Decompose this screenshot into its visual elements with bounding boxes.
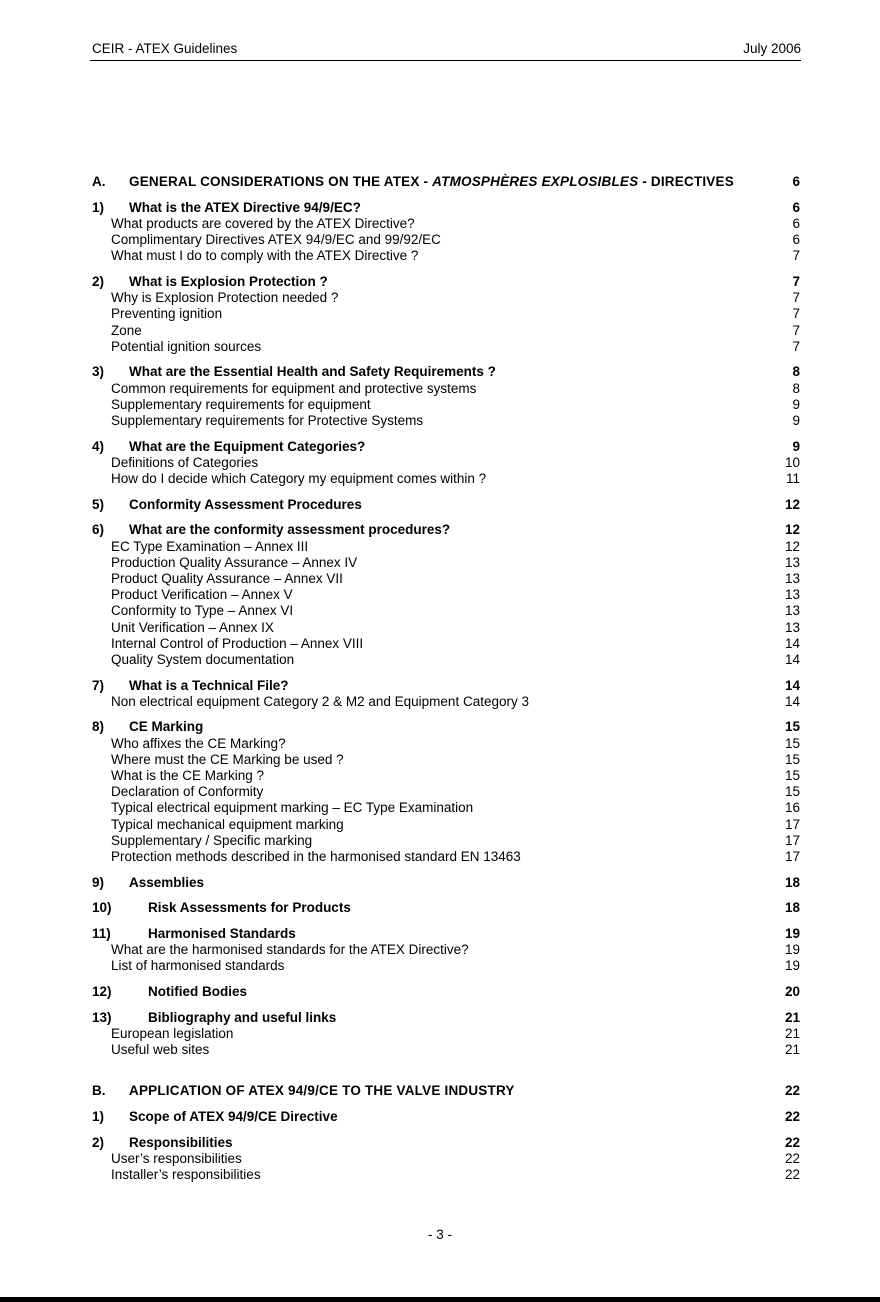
- toc-page-number: 16: [784, 800, 800, 816]
- toc-page-number: 8: [792, 364, 800, 380]
- toc-item-title: Where must the CE Marking be used ?: [111, 751, 344, 767]
- toc-page-number: 15: [784, 751, 800, 767]
- toc-page-number: 13: [784, 619, 800, 635]
- toc-heading-number: 1): [92, 199, 105, 215]
- toc-item-title: Supplementary / Specific marking: [111, 832, 313, 848]
- toc-item-title: Product Verification – Annex V: [111, 587, 293, 603]
- toc-item[interactable]: [92, 232, 800, 248]
- toc-heading[interactable]: [92, 1010, 800, 1026]
- page-footer: [0, 1227, 880, 1242]
- toc-page-number: 8: [792, 380, 800, 396]
- toc-item-title: What products are covered by the ATEX Directive?: [111, 215, 415, 231]
- toc-item[interactable]: [92, 752, 800, 768]
- toc-item-title: Supplementary requirements for Protective Systems: [111, 412, 424, 428]
- toc-section-title: GENERAL CONSIDERATIONS ON THE ATEX - ATMOSPHÈRES EXPLOSIBLES - DIRECTIVES: [129, 174, 734, 189]
- toc-section-number: B.: [92, 1083, 106, 1099]
- toc-page-number: 22: [784, 1150, 800, 1166]
- toc-heading[interactable]: [92, 719, 800, 735]
- toc-page-number: 6: [792, 232, 800, 248]
- toc-heading[interactable]: [92, 439, 800, 455]
- toc-item-title: Conformity to Type – Annex VI: [111, 603, 294, 619]
- toc-page-number: 20: [784, 984, 800, 1000]
- toc-item[interactable]: [92, 817, 800, 833]
- toc-page-number: 11: [785, 471, 800, 486]
- toc-heading-number: 13): [92, 1009, 112, 1025]
- toc-item[interactable]: [92, 833, 800, 849]
- toc-item[interactable]: [92, 587, 800, 603]
- toc-heading-number: 1): [92, 1109, 105, 1124]
- toc-item[interactable]: [92, 736, 800, 752]
- toc-heading-title: What are the Equipment Categories?: [129, 438, 366, 454]
- toc-heading[interactable]: [92, 984, 800, 1000]
- toc-heading-number: 12): [92, 984, 112, 1000]
- toc-item-title: EC Type Examination – Annex III: [111, 538, 309, 554]
- toc-heading-number: 2): [92, 1134, 105, 1150]
- toc-page-number: 22: [784, 1083, 800, 1099]
- toc-heading-number: 6): [92, 522, 105, 538]
- toc-item[interactable]: [92, 636, 800, 652]
- toc-page-number: 18: [784, 874, 800, 890]
- toc-page-number: 12: [784, 538, 800, 554]
- header-title: CEIR - ATEX Guidelines: [92, 41, 238, 56]
- page-header: [90, 41, 801, 61]
- toc-item-title: European legislation: [111, 1025, 234, 1041]
- toc-page-number: 15: [784, 784, 800, 800]
- toc-heading-title: Bibliography and useful links: [148, 1009, 337, 1025]
- header-date: July 2006: [743, 41, 801, 56]
- toc-page-number: 12: [784, 522, 800, 538]
- toc-item-title: Unit Verification – Annex IX: [111, 619, 274, 635]
- toc-item-title: Complimentary Directives ATEX 94/9/EC and 99/92/EC: [111, 232, 441, 248]
- toc-heading[interactable]: [92, 200, 800, 216]
- toc-page-number: 7: [792, 338, 800, 354]
- toc-heading-title: Responsibilities: [129, 1134, 233, 1150]
- toc-heading-number: 11): [92, 926, 111, 941]
- toc-item[interactable]: [92, 603, 800, 619]
- toc-heading-title: What are the Essential Health and Safety Requirements ?: [129, 364, 496, 380]
- toc-page-number: 19: [784, 926, 800, 941]
- toc-item[interactable]: [92, 323, 800, 339]
- toc-heading-title: Scope of ATEX 94/9/CE Directive: [129, 1109, 338, 1124]
- toc-page-number: 12: [784, 496, 800, 512]
- toc-page-number: 13: [784, 587, 800, 603]
- toc-heading[interactable]: [92, 875, 800, 891]
- toc-heading[interactable]: [92, 497, 800, 513]
- toc-item[interactable]: [92, 306, 800, 322]
- toc-page-number: 14: [784, 635, 800, 651]
- toc-item[interactable]: [92, 652, 800, 668]
- toc-page-number: 7: [792, 322, 800, 338]
- toc-section-a[interactable]: [92, 174, 800, 190]
- toc-item-title: Common requirements for equipment and protective systems: [111, 380, 477, 396]
- toc-section-b[interactable]: [92, 1083, 800, 1099]
- toc-heading-number: 2): [92, 273, 105, 289]
- toc-page-number: 15: [784, 768, 800, 783]
- toc-page-number: 10: [784, 454, 800, 470]
- toc-page-number: 21: [784, 1009, 800, 1025]
- toc-page-number: 14: [784, 677, 800, 693]
- toc-page-number: 9: [792, 412, 800, 428]
- toc-page-number: 17: [784, 816, 800, 832]
- toc-heading-title: CE Marking: [129, 719, 204, 735]
- toc-item[interactable]: [92, 290, 800, 306]
- toc-page-number: 7: [792, 306, 800, 322]
- toc-page-number: 22: [784, 1134, 800, 1150]
- toc-item[interactable]: [92, 555, 800, 571]
- toc-item[interactable]: [92, 942, 800, 958]
- toc-item-title: How do I decide which Category my equipment comes within ?: [111, 471, 487, 486]
- toc-item[interactable]: [92, 1042, 800, 1058]
- toc-page-number: 19: [784, 958, 800, 974]
- toc-page-number: 15: [784, 719, 800, 735]
- toc-item-title: What is the CE Marking ?: [111, 768, 265, 783]
- toc-heading-title: What are the conformity assessment procedures?: [129, 522, 451, 538]
- toc-item-title: Quality System documentation: [111, 651, 295, 667]
- toc-page-number: 6: [792, 215, 800, 231]
- toc-item[interactable]: [92, 381, 800, 397]
- toc-item-title: List of harmonised standards: [111, 958, 285, 974]
- toc-heading-number: 7): [92, 677, 105, 693]
- toc-page-number: 15: [784, 735, 800, 751]
- toc-item[interactable]: [92, 413, 800, 429]
- toc-item[interactable]: [92, 849, 800, 865]
- toc-item[interactable]: [92, 800, 800, 816]
- toc-item-title: Typical mechanical equipment marking: [111, 816, 344, 832]
- toc-page-number: 14: [784, 651, 800, 667]
- toc-page-number: 13: [784, 570, 800, 586]
- toc-page-number: 6: [792, 199, 800, 215]
- toc-item[interactable]: [92, 216, 800, 232]
- toc-page-number: 14: [784, 693, 800, 709]
- toc-item[interactable]: [92, 397, 800, 413]
- toc-page-number: 7: [792, 248, 800, 264]
- toc-section-number: A.: [92, 174, 106, 189]
- toc-page-number: 7: [792, 290, 800, 306]
- toc-heading-number: 9): [92, 874, 105, 890]
- toc-heading-title: Risk Assessments for Products: [148, 900, 351, 916]
- toc-heading[interactable]: [92, 522, 800, 538]
- toc-item-title: Installer’s responsibilities: [111, 1167, 261, 1183]
- toc-heading-title: Notified Bodies: [148, 984, 248, 1000]
- toc-heading-title: Harmonised Standards: [148, 926, 296, 941]
- toc-page-number: 7: [792, 273, 800, 289]
- toc-heading[interactable]: [92, 926, 800, 942]
- toc-groups-b: [92, 1109, 800, 1183]
- toc-item-title: What must I do to comply with the ATEX Directive ?: [111, 248, 419, 264]
- toc-item-title: Declaration of Conformity: [111, 784, 264, 800]
- toc-page-number: 21: [784, 1025, 800, 1041]
- toc-heading-title: Conformity Assessment Procedures: [129, 496, 362, 512]
- footer-page-number: - 3 -: [427, 1227, 452, 1242]
- toc-item-title: Non electrical equipment Category 2 & M2 and Equipment Category 3: [111, 693, 529, 709]
- toc-item[interactable]: [92, 339, 800, 355]
- toc-page-number: 17: [784, 848, 800, 864]
- toc-item-title: What are the harmonised standards for the ATEX Directive?: [111, 942, 469, 958]
- toc-item[interactable]: [92, 1026, 800, 1042]
- toc-item[interactable]: [92, 1151, 800, 1167]
- toc-heading-title: What is a Technical File?: [129, 677, 289, 693]
- toc-heading-number: 4): [92, 438, 105, 454]
- toc-item-title: Zone: [111, 322, 142, 338]
- page-bottom-border: [0, 1297, 880, 1302]
- toc-page-number: 18: [784, 900, 800, 916]
- toc-page-number: 17: [784, 832, 800, 848]
- toc-page-number: 13: [784, 554, 800, 570]
- toc-heading-number: 5): [92, 496, 105, 512]
- toc-heading-number: 8): [92, 719, 105, 735]
- toc-page-number: 6: [792, 174, 800, 189]
- toc-item-title: Potential ignition sources: [111, 338, 262, 354]
- toc-item[interactable]: [92, 768, 800, 784]
- toc-page-number: 13: [784, 603, 800, 619]
- toc-item[interactable]: [92, 958, 800, 974]
- toc-page-number: 21: [784, 1042, 800, 1058]
- toc-item-title: Who affixes the CE Marking?: [111, 735, 286, 751]
- toc-item[interactable]: [92, 784, 800, 800]
- table-of-contents: [92, 174, 800, 1183]
- toc-page-number: 19: [784, 942, 800, 958]
- toc-item-title: Protection methods described in the harmonised standard EN 13463: [111, 848, 521, 864]
- toc-page-number: 22: [784, 1167, 800, 1183]
- toc-heading-number: 3): [92, 364, 105, 380]
- toc-item[interactable]: [92, 539, 800, 555]
- toc-heading[interactable]: [92, 678, 800, 694]
- toc-heading-title: What is the ATEX Directive 94/9/EC?: [129, 199, 361, 215]
- toc-item-title: Internal Control of Production – Annex VIII: [111, 635, 364, 651]
- toc-page-number: 22: [784, 1109, 800, 1124]
- toc-heading[interactable]: [92, 1135, 800, 1151]
- toc-item-title: Definitions of Categories: [111, 454, 259, 470]
- toc-item-title: Typical electrical equipment marking – EC Type Examination: [111, 800, 474, 816]
- toc-heading[interactable]: [92, 364, 800, 380]
- toc-heading[interactable]: [92, 1109, 800, 1125]
- toc-item-title: Product Quality Assurance – Annex VII: [111, 570, 343, 586]
- toc-item-title: Production Quality Assurance – Annex IV: [111, 554, 358, 570]
- toc-item-title: Useful web sites: [111, 1042, 210, 1058]
- toc-item[interactable]: [92, 571, 800, 587]
- toc-page-number: 9: [792, 438, 800, 454]
- toc-item[interactable]: [92, 694, 800, 710]
- toc-section-title: APPLICATION OF ATEX 94/9/CE TO THE VALVE INDUSTRY: [129, 1083, 515, 1099]
- toc-item[interactable]: [92, 455, 800, 471]
- toc-item[interactable]: [92, 471, 800, 487]
- toc-item-title: User’s responsibilities: [111, 1150, 242, 1166]
- toc-heading-title: What is Explosion Protection ?: [129, 273, 328, 289]
- toc-heading[interactable]: [92, 900, 800, 916]
- toc-heading-number: 10): [92, 900, 112, 916]
- toc-page-number: 9: [792, 396, 800, 412]
- toc-item-title: Supplementary requirements for equipment: [111, 396, 371, 412]
- toc-groups-a: [92, 200, 800, 1059]
- toc-heading-title: Assemblies: [129, 874, 205, 890]
- toc-item[interactable]: [92, 620, 800, 636]
- toc-item-title: Preventing ignition: [111, 306, 223, 322]
- toc-item[interactable]: [92, 1167, 800, 1183]
- toc-item[interactable]: [92, 248, 800, 264]
- toc-item-title: Why is Explosion Protection needed ?: [111, 290, 339, 306]
- toc-heading[interactable]: [92, 274, 800, 290]
